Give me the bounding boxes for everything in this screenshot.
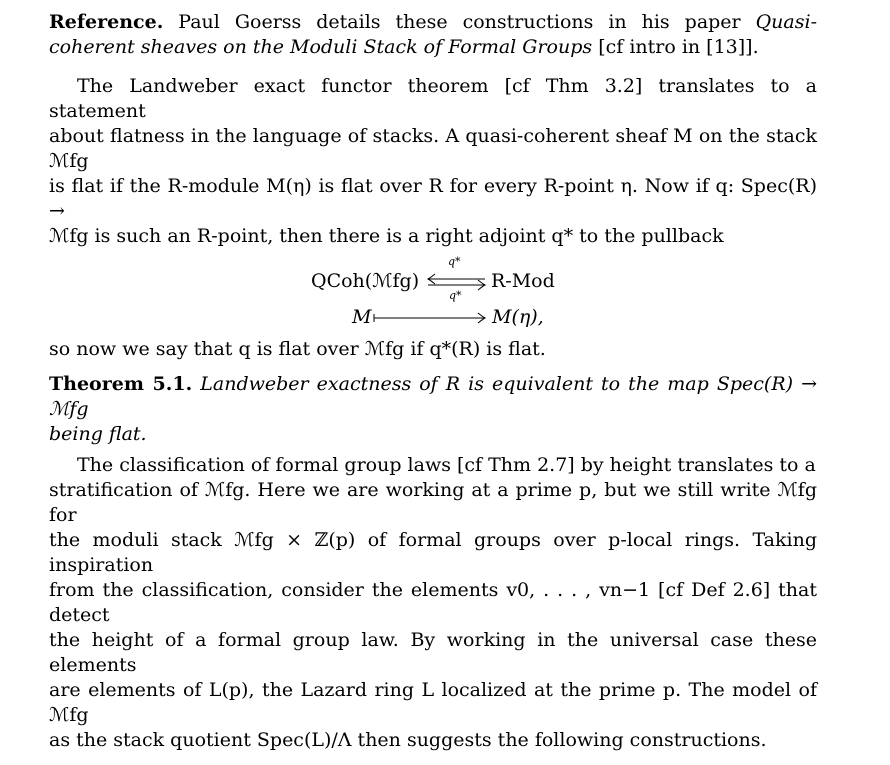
- theorem-label: Theorem 5.1.: [49, 373, 193, 395]
- diagram-m-eta: M(η),: [492, 306, 544, 328]
- text-line: are elements of L(p), the Lazard ring L localized at the prime p. The model of ℳfg: [49, 679, 817, 726]
- landweber-paragraph: [49, 74, 817, 249]
- text-line: The classification of formal group laws [cf Thm 2.7] by height translates to a: [77, 454, 816, 476]
- reference-text-1: Paul Goerss details these constructions in his paper: [163, 11, 756, 33]
- text-line: ℳfg is such an R-point, then there is a right adjoint q* to the pullback: [49, 225, 724, 247]
- diagram-qcoh: QCoh(ℳfg): [311, 270, 420, 292]
- text-line: as the stack quotient Spec(L)/Λ then suggests the following constructions.: [49, 729, 767, 751]
- reference-paragraph: [49, 10, 817, 60]
- diagram-m: M: [352, 306, 372, 328]
- diagram-rmod: R-Mod: [491, 270, 555, 292]
- text-line: the moduli stack ℳfg × ℤ(p) of formal groups over p-local rings. Taking inspiration: [49, 529, 817, 576]
- text-line: from the classification, consider the elements v0, . . . , vn−1 [cf Def 2.6] that detect: [49, 579, 817, 626]
- adjunction-diagram: [49, 255, 817, 329]
- classification-paragraph: [49, 453, 817, 753]
- text-line: is flat if the R-module M(η) is flat over R for every R-point η. Now if q: Spec(R) →: [49, 175, 817, 222]
- reference-text-2: [cf intro in [13]].: [592, 36, 759, 58]
- theorem-text-1: Landweber exactness of R is equivalent to the map Spec(R) → ℳfg: [49, 373, 818, 420]
- diagram-pushforward-label: q*: [448, 255, 461, 268]
- diagram-pullback-label: q*: [449, 289, 462, 302]
- page-body: [49, 10, 817, 765]
- reference-paper-title: Quasi-coherent sheaves on the Moduli Stack of Formal Groups: [49, 11, 817, 58]
- theorem-5-1: [49, 372, 817, 447]
- text-line: stratification of ℳfg. Here we are working at a prime p, but we still write ℳfg for: [49, 479, 817, 526]
- flatness-sentence: so now we say that q is flat over ℳfg if q*(R) is flat.: [49, 338, 546, 360]
- reference-label: Reference.: [49, 11, 164, 33]
- text-line: The Landweber exact functor theorem [cf Thm 3.2] translates to a statement: [49, 75, 817, 122]
- text-line: about flatness in the language of stacks. A quasi-coherent sheaf M on the stack ℳfg: [49, 125, 817, 172]
- text-line: the height of a formal group law. By working in the universal case these elements: [49, 629, 817, 676]
- diagram-arrows: [49, 263, 817, 329]
- theorem-text-2: being flat.: [49, 423, 147, 445]
